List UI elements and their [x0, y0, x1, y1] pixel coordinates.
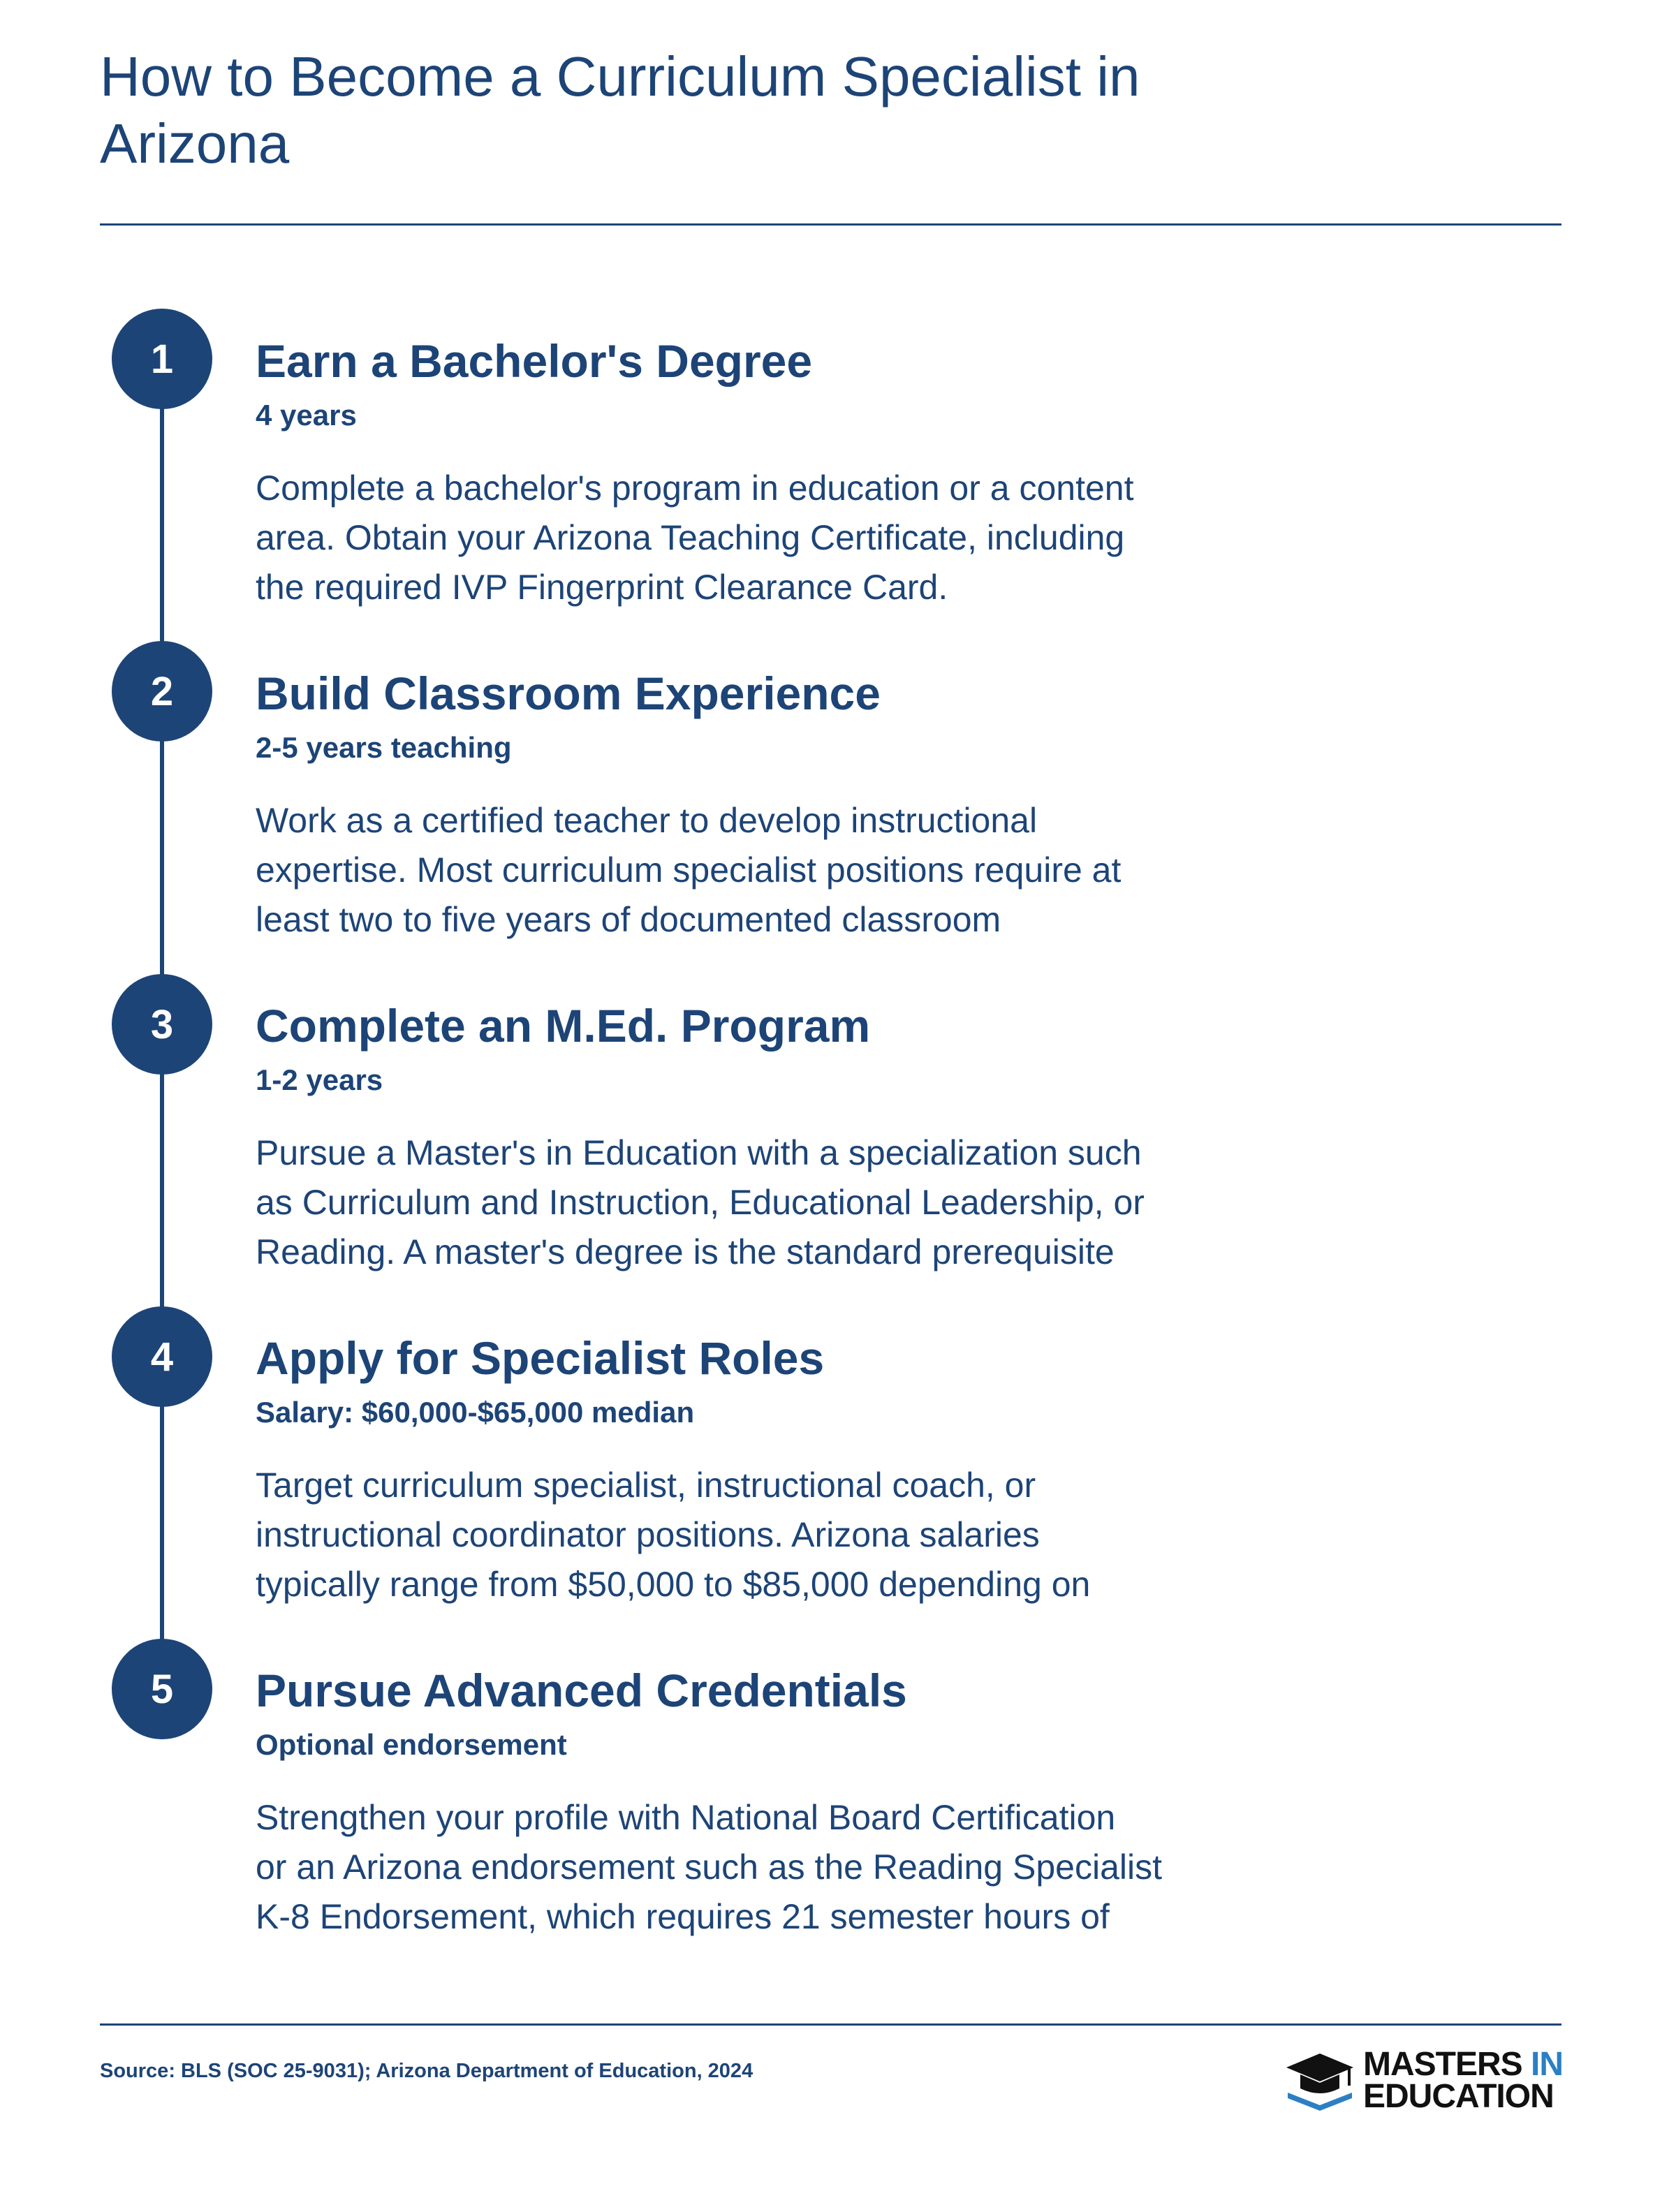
step-4 — [256, 1331, 1303, 1609]
step-5-number-badge: 5 — [112, 1639, 212, 1739]
step-2-description-line: expertise. Most curriculum specialist positions require at — [256, 850, 1122, 890]
step-5-title: Pursue Advanced Credentials — [256, 1665, 907, 1716]
step-3-description-line: as Curriculum and Instruction, Educational Leadership, or — [256, 1183, 1145, 1222]
step-1-description-line: area. Obtain your Arizona Teaching Certificate, including — [256, 518, 1125, 557]
step-3-number-badge: 3 — [112, 974, 212, 1075]
step-5-description-line: K-8 Endorsement, which requires 21 semester hours of — [256, 1897, 1110, 1936]
step-3-description-line: Pursue a Master's in Education with a specialization such — [256, 1133, 1142, 1172]
step-2 — [256, 666, 1303, 945]
step-2-title: Build Classroom Experience — [256, 668, 881, 719]
step-5-description-line: or an Arizona endorsement such as the Reading Specialist — [256, 1848, 1162, 1887]
step-2-description-line: Work as a certified teacher to develop instructional — [256, 801, 1038, 840]
logo-word-education: EDUCATION — [1363, 2078, 1554, 2115]
step-3-title: Complete an M.Ed. Program — [256, 1000, 871, 1052]
logo-word-in: IN — [1531, 2046, 1564, 2083]
step-5-note: Optional endorsement — [256, 1728, 567, 1761]
step-1-description — [256, 464, 1303, 612]
graduation-cap-icon — [1285, 2049, 1355, 2112]
footer-divider — [100, 2023, 1561, 2026]
step-3-description — [256, 1128, 1303, 1277]
source-citation: Source: BLS (SOC 25-9031); Arizona Department of Education, 2024 — [100, 2060, 754, 2082]
step-4-description-line: Target curriculum specialist, instructional coach, or — [256, 1466, 1036, 1505]
step-1-duration: 4 years — [256, 399, 357, 432]
step-2-duration: 2-5 years teaching — [256, 731, 512, 764]
step-2-description-line: least two to five years of documented classroom — [256, 900, 1001, 939]
step-4-number-badge: 4 — [112, 1306, 212, 1407]
page-title: How to Become a Curriculum Specialist in Arizona — [100, 45, 1140, 175]
step-3-description-line: Reading. A master's degree is the standard prerequisite — [256, 1232, 1115, 1271]
step-4-salary: Salary: $60,000-$65,000 median — [256, 1396, 695, 1429]
step-3 — [256, 998, 1303, 1277]
logo-word-masters: MASTERS — [1363, 2046, 1522, 2083]
step-1-description-line: the required IVP Fingerprint Clearance Card. — [256, 568, 948, 607]
step-1-number-badge: 1 — [112, 309, 212, 409]
step-5 — [256, 1663, 1303, 1942]
step-4-title: Apply for Specialist Roles — [256, 1332, 825, 1384]
step-5-description-line: Strengthen your profile with National Board Certification — [256, 1798, 1116, 1837]
logo-wordmark — [1363, 2046, 1564, 2115]
step-1 — [256, 334, 1303, 612]
step-2-description — [256, 796, 1303, 945]
title-divider — [100, 223, 1561, 226]
step-1-description-line: Complete a bachelor's program in education or a content — [256, 469, 1134, 508]
step-4-description — [256, 1461, 1303, 1609]
step-4-description-line: instructional coordinator positions. Arizona salaries — [256, 1515, 1040, 1554]
step-3-duration: 1-2 years — [256, 1063, 383, 1096]
step-4-description-line: typically range from $50,000 to $85,000 depending on — [256, 1565, 1091, 1604]
step-2-number-badge: 2 — [112, 641, 212, 742]
masters-in-education-logo — [1285, 2039, 1564, 2123]
step-1-title: Earn a Bachelor's Degree — [256, 335, 813, 387]
step-5-description — [256, 1793, 1303, 1942]
